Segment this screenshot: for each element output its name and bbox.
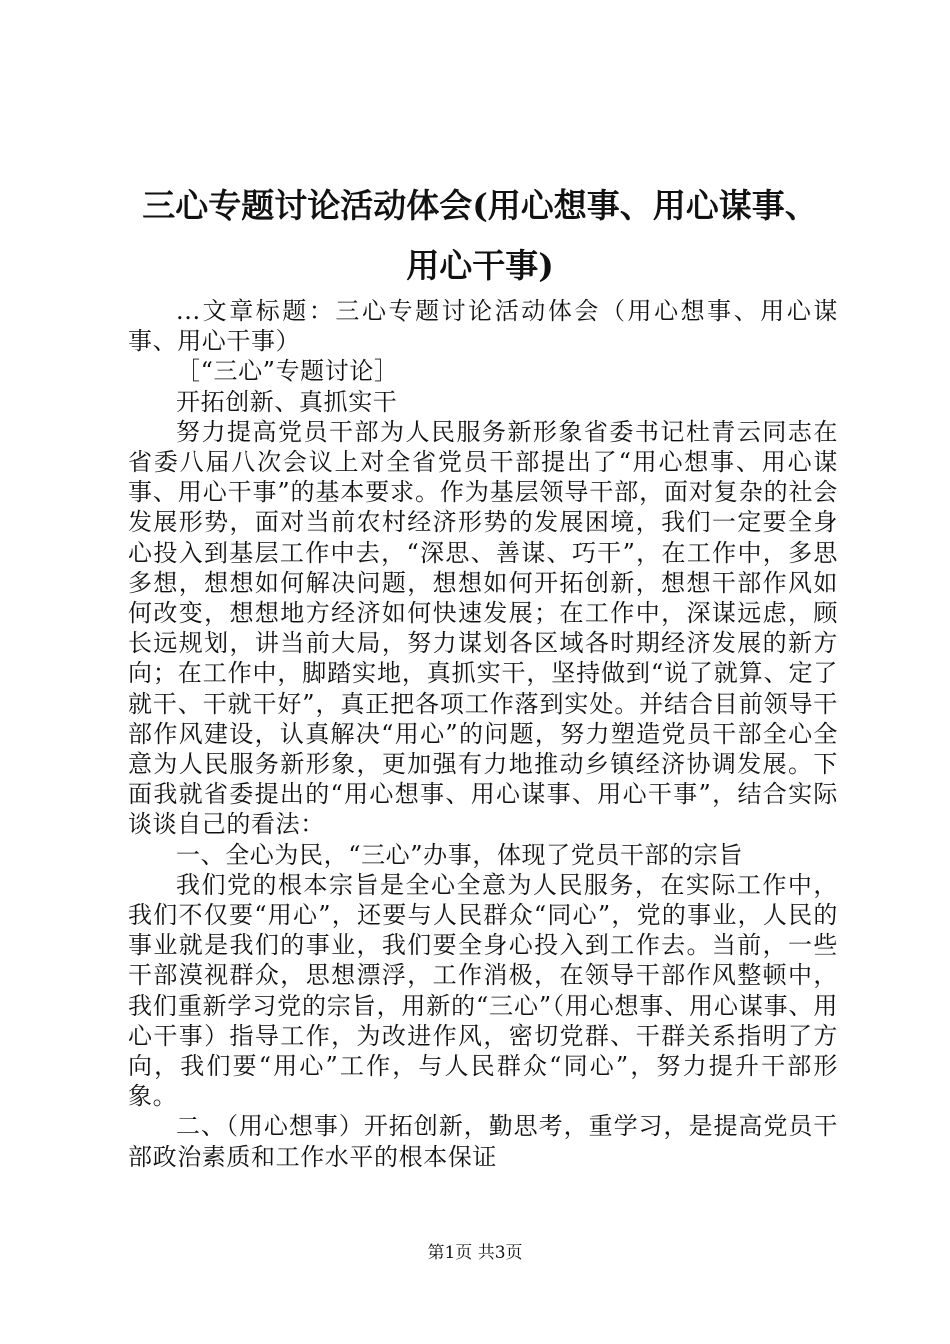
subheading: 开拓创新、真抓实干 — [176, 387, 398, 416]
title-line-1: 三心专题讨论活动体会(用心想事、用心谋事、 — [142, 186, 818, 225]
body-paragraph: 努力提高党员干部为人民服务新形象省委书记杜青云同志在省委八届八次会议上对全省党员干部提出了“用心想事、用心谋事、用心干事”的基本要求。作为基层领导干部，面对复杂的社会发展形势，面对当前农村经济形势的发展困境，我们一定要全身心投入到基层工作中去，“深思、善谋、巧干”，在工作中，多思多想，想想如何解决问题，想想如何开拓创新，想想干部作风如何改变，想想地方经济如何快速发展；在工作中，深谋远虑，顾长远规划，讲当前大局，努力谋划各区域各时期经济发展的新方向；在工作中，脚踏实地，真抓实干，坚持做到“说了就算、定了就干、干就干好”，真正把各项工作落到实处。并结合目前领导干部作风建设，认真解决“用心”的问题，努力塑造党员干部全心全意为人民服务新形象，更加强有力地推动乡镇经济协调发展。下面我就省委提出的“用心想事、用心谋事、用心干事”，结合实际谈谈自己的看法： — [128, 417, 838, 839]
page-footer: 第1页 共3页 — [427, 1243, 523, 1263]
title-line-2: 用心干事) — [406, 246, 554, 285]
body-paragraph: 我们党的根本宗旨是全心全意为人民服务，在实际工作中，我们不仅要“用心”，还要与人民群众“同心”，党的事业，人民的事业就是我们的事业，我们要全身心投入到工作去。当前，一些干部漠视群众，思想漂浮，工作消极，在领导干部作风整顿中，我们重新学习党的宗旨，用新的“三心”（用心想事、用心谋事、用心干事）指导工作，为改进作风，密切党群、干群关系指明了方向，我们要“用心”工作，与人民群众“同心”，努力提升干部形象。 — [128, 870, 838, 1111]
article-title-paragraph: ...文章标题：三心专题讨论活动体会（用心想事、用心谋事、用心干事） — [128, 297, 838, 356]
document-title — [110, 176, 850, 296]
section-heading-2: 二、（用心想事）开拓创新，勤思考，重学习，是提高党员干部政治素质和工作水平的根本保证 — [128, 1112, 838, 1171]
document-body — [128, 296, 838, 1172]
topic-heading: ［“三心”专题讨论］ — [176, 357, 399, 386]
section-heading-1: 一、全心为民，“三心”办事，体现了党员干部的宗旨 — [176, 840, 743, 869]
